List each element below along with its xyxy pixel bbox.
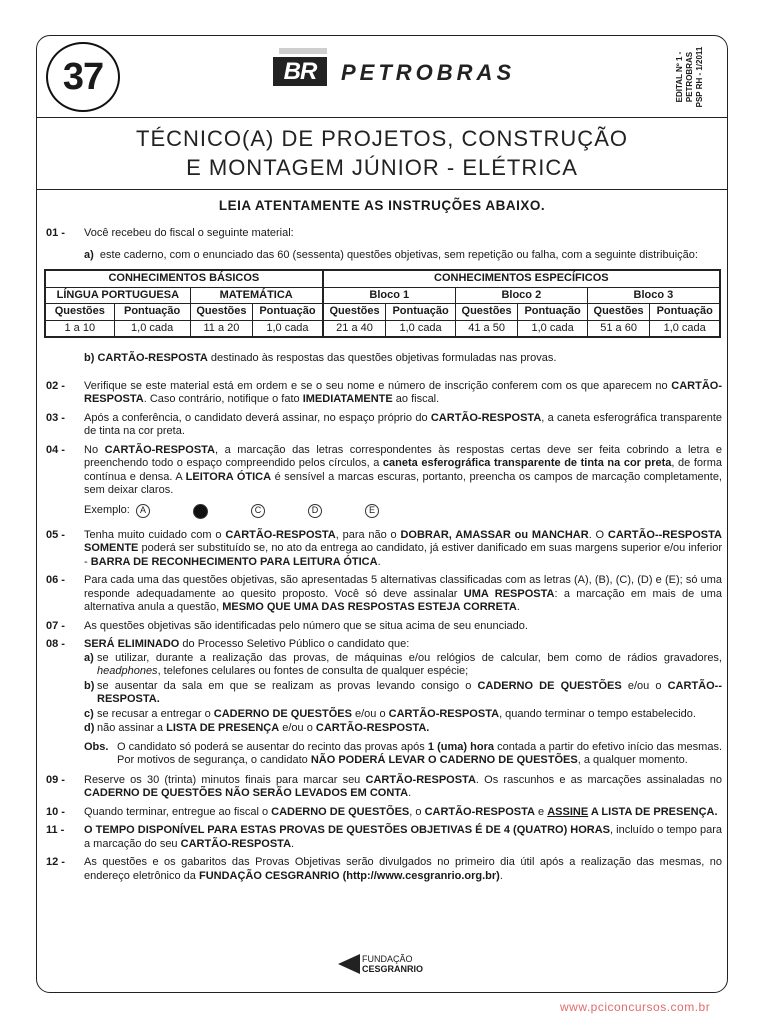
table-group-basic: CONHECIMENTOS BÁSICOS xyxy=(45,270,323,287)
table-header: Pontuação xyxy=(518,304,587,321)
bubble-c-icon: C xyxy=(251,504,265,518)
exam-number: 37 xyxy=(62,55,104,98)
bubble-e-icon: E xyxy=(365,504,379,518)
exam-number-badge xyxy=(46,42,120,112)
instruction-08: 08 - SERÁ ELIMINADO do Processo Seletivo Público o candidato que: xyxy=(46,638,410,650)
brand-name: PETROBRAS xyxy=(341,60,516,85)
table-group-specific: CONHECIMENTOS ESPECÍFICOS xyxy=(323,270,720,287)
instruction-01b: b) CARTÃO-RESPOSTA destinado às respostas das questões objetivas formuladas nas provas. xyxy=(84,352,557,364)
instruction-05: 05 - Tenha muito cuidado com o CARTÃO-RESPOSTA, para não o DOBRAR, AMASSAR ou MANCHAR. O CARTÃO--RESPOSTA SOMENTE poderá ser substituído se, no ato da entrega ao candidato, já estiver danificado em suas margens superior e/ou inferior - BARRA DE RECONHECIMENTO PARA LEITURA ÓTICA. xyxy=(46,528,722,568)
title-divider xyxy=(36,189,728,190)
instruction-06: 06 - Para cada uma das questões objetivas, são apresentadas 5 alternativas classificadas com as letras (A), (B), (C), (D) e (E); só uma responde adequadamente ao quesito proposto. Você só deve assinalar UMA RESPOSTA: a marcação em mais de uma alternativa anula a questão, MESMO QUE UMA DAS RESPOSTAS ESTEJA CORRETA. xyxy=(46,574,722,613)
bubble-a-icon: A xyxy=(136,504,150,518)
instruction-11: 11 - O TEMPO DISPONÍVEL PARA ESTAS PROVAS DE QUESTÕES OBJETIVAS É DE 4 (QUATRO) HORAS, incluído o tempo para a marcação do seu CARTÃO-RESPOSTA. xyxy=(46,824,722,850)
table-header: Pontuação xyxy=(114,304,190,321)
page-title: TÉCNICO(A) DE PROJETOS, CONSTRUÇÃO E MONTAGEM JÚNIOR - ELÉTRICA xyxy=(136,126,628,180)
marking-example: Exemplo: A C D E xyxy=(84,504,722,519)
table-section: MATEMÁTICA xyxy=(190,287,323,304)
table-section: LÍNGUA PORTUGUESA xyxy=(45,287,190,304)
table-header: Questões xyxy=(455,304,518,321)
header-divider xyxy=(36,117,728,118)
table-header: Questões xyxy=(45,304,114,321)
table-section: Bloco 3 xyxy=(587,287,720,304)
instruction-01: 01 - Você recebeu do fiscal o seguinte material: xyxy=(46,227,294,239)
instruction-04: 04 - No CARTÃO-RESPOSTA, a marcação das letras correspondentes às respostas certas deve ser feita cobrindo a letra e preenchendo todo o espaço compreendido pelos círculos, a caneta esferográfica transparente de tinta na cor preta, de forma contínua e densa. A LEITORA ÓTICA é sensível a marcas escuras, portanto, preencha os campos de marcação completamente, sem deixar claros. xyxy=(46,443,722,496)
table-header: Pontuação xyxy=(386,304,455,321)
edital-label: EDITAL Nº 1 - PETROBRAS PSP RH - 1/2011 xyxy=(675,46,704,108)
table-header: Questões xyxy=(323,304,386,321)
petrobras-logo xyxy=(273,48,515,98)
instruction-08-subitems: a) se utilizar, durante a realização das provas, de máquinas e/ou relógios de calcular, bem como de rádios gravadores, headphones, telefones celulares ou fontes de consulta de qualquer espécie; b) se ausentar da sala em que se realizam as provas levando consigo o CADERNO DE QUESTÕES e/ou o CARTÃO--RESPOSTA. c) se recusar a entregar o CADERNO DE QUESTÕES e/ou o CARTÃO-RESPOSTA, quando terminar o tempo estabelecido. d) não assinar a LISTA DE PRESENÇA e/ou o CARTÃO-RESPOSTA. xyxy=(84,651,722,734)
table-section: Bloco 2 xyxy=(455,287,587,304)
table-section: Bloco 1 xyxy=(323,287,456,304)
instruction-07: 07 - As questões objetivas são identificadas pelo número que se situa acima de seu enunciado. xyxy=(46,619,528,632)
bubble-d-icon: D xyxy=(308,504,322,518)
instructions-heading: LEIA ATENTAMENTE AS INSTRUÇÕES ABAIXO. xyxy=(218,198,546,213)
table-header: Pontuação xyxy=(650,304,720,321)
watermark-url: www.pciconcursos.com.br xyxy=(560,1000,711,1014)
bubble-filled-icon xyxy=(193,504,208,519)
instruction-09: 09 - Reserve os 30 (trinta) minutos finais para marcar seu CARTÃO-RESPOSTA. Os rascunhos e as marcações assinaladas no CADERNO DE QUESTÕES NÃO SERÃO LEVADOS EM CONTA. xyxy=(46,773,722,799)
cesgranrio-arrow-icon xyxy=(338,954,360,974)
table-row: 1 a 10 1,0 cada 11 a 20 1,0 cada 21 a 40 1,0 cada 41 a 50 1,0 cada 51 a 60 1,0 cada xyxy=(45,320,720,337)
instruction-03: 03 - Após a conferência, o candidato deverá assinar, no espaço próprio do CARTÃO-RESPOSTA, a caneta esferográfica transparente de tinta na cor preta. xyxy=(46,411,722,437)
distribution-table xyxy=(44,269,721,338)
instruction-10: 10 - Quando terminar, entregue ao fiscal o CADERNO DE QUESTÕES, o CARTÃO-RESPOSTA e ASSINE A LISTA DE PRESENÇA. xyxy=(46,805,718,818)
instruction-02: 02 - Verifique se este material está em ordem e se o seu nome e número de inscrição conferem com os que aparecem no CARTÃO-RESPOSTA. Caso contrário, notifique o fato IMEDIATAMENTE ao fiscal. xyxy=(46,379,722,405)
table-header: Questões xyxy=(587,304,650,321)
br-logo-icon: BR xyxy=(273,48,327,98)
instruction-12: 12 - As questões e os gabaritos das Provas Objetivas serão divulgados no primeiro dia útil após a realização das mesmas, no endereço eletrônico da FUNDAÇÃO CESGRANRIO (http://www.cesgranrio.org.br). xyxy=(46,856,722,882)
instructions-body xyxy=(46,227,722,888)
table-header: Questões xyxy=(190,304,253,321)
table-header: Pontuação xyxy=(253,304,323,321)
instruction-01a: a) este caderno, com o enunciado das 60 (sessenta) questões objetivas, sem repetição ou falha, com a seguinte distribuição: xyxy=(84,248,698,261)
cesgranrio-logo: FUNDAÇÃO CESGRANRIO xyxy=(338,954,423,974)
instruction-08-obs: Obs. O candidato só poderá se ausentar do recinto das provas após 1 (uma) hora contada a partir do efetivo início das mesmas. Por motivos de segurança, o candidato NÃO PODERÁ LEVAR O CADERNO DE QUESTÕES, a qualquer momento. xyxy=(84,740,723,766)
